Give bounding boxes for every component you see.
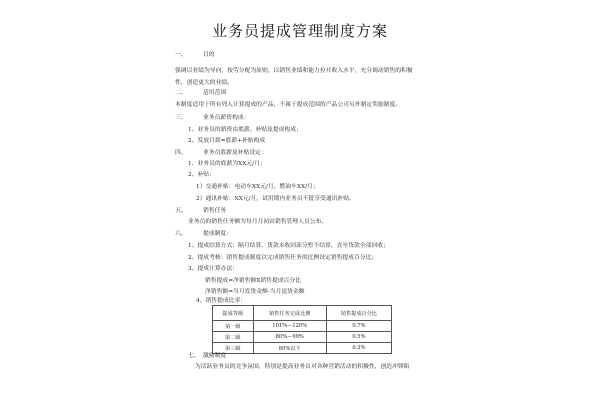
section-5-heading: 销售任务 <box>203 208 227 214</box>
section-3-heading: 业务员薪资构成： <box>203 115 250 121</box>
section-6-item-2: 2、提成考核：销售提成制度以完成销售任务的比例设定销售提成百分比； <box>188 255 378 261</box>
table-header-row <box>213 306 392 321</box>
section-6-formula-1: 销售提成=净销售额X销售提成百分比 <box>205 278 301 284</box>
section-5-number: 五、 <box>175 208 187 214</box>
section-4-heading: 业务员底薪及补贴设定： <box>203 150 267 156</box>
table-cell: 第三级 <box>213 343 254 354</box>
table-cell: 0.3% <box>326 343 391 354</box>
table-header-cell: 销售任务完成比例 <box>253 306 326 321</box>
section-4-item-1: 1、业务员的底薪为XX元/月； <box>188 161 266 167</box>
commission-rate-table <box>212 305 392 354</box>
section-3-item-1: 1、业务员的薪资由底薪、补贴及提成构成； <box>188 127 302 133</box>
section-6-item-3: 3、提成计算办法： <box>188 266 239 272</box>
table-cell: 第二级 <box>213 332 254 343</box>
table-cell: 0.5% <box>326 332 391 343</box>
section-6-rate-label: 4、销售提成比率： <box>196 298 247 304</box>
table-cell: 101%—120% <box>253 321 326 332</box>
section-7-body: 为活跃业务员的竞争氛围，特别是提高业务员对各种营销活动的积极性，创造冲锋陷 <box>195 364 410 370</box>
section-7-number: 七、 <box>188 353 200 359</box>
page-title: 业务员提成管理制度方案 <box>211 22 388 40</box>
section-6-heading: 提成制度： <box>203 231 232 237</box>
section-5-body: 业务员的销售任务额为每月月初由销售管理人员公布。 <box>188 219 328 225</box>
table-row <box>213 332 392 343</box>
table-cell: 第一级 <box>213 321 254 332</box>
table-row <box>213 343 392 354</box>
section-3-number: 三、 <box>175 115 187 121</box>
table-cell: 80%以下 <box>253 343 326 354</box>
section-1-number: 一、 <box>175 52 187 58</box>
section-4-number: 四、 <box>175 150 187 156</box>
section-6-number: 六、 <box>175 231 187 237</box>
section-2-body: 本制度适用于所有列入计算提成的产品，不属于提成范围的产品公司另外制定奖励制度。 <box>175 102 402 108</box>
section-2-number: 二、 <box>175 90 187 96</box>
section-2-heading: 适用范围 <box>203 90 227 96</box>
table-cell: 0.7% <box>326 321 391 332</box>
table-header-cell: 销售提成百分比 <box>326 306 391 321</box>
section-3-item-2: 2、发放月薪=底薪+补贴构成 <box>188 138 266 144</box>
section-4-sub-1: 1）交通补贴：电动车XX元/月，燃油车XX/月； <box>196 184 319 190</box>
section-6-item-1: 1、提成结算方式：隔月结算，货款未收回部分暂不结算，直至货款全部回收； <box>188 243 389 249</box>
table-cell: 80%—99% <box>253 332 326 343</box>
section-1-body: 强调以业绩为导向，按劳分配为原则，以销售业绩和能力拉开收入水平，充分调动销售的积极性，创造更大的业绩。 <box>175 68 413 86</box>
section-6-formula-2: 净销售额=当月发货金额-当月退货金额 <box>205 289 305 295</box>
table-row <box>213 321 392 332</box>
section-7-heading: 激励制度 <box>203 353 227 359</box>
section-4-item-2: 2、补贴： <box>188 172 215 178</box>
table-header-cell: 提成等级 <box>213 306 254 321</box>
section-1-heading: 目的 <box>203 52 215 58</box>
section-4-sub-2: 2）通讯补贴：XX元/月，试用期内业务员不批享受通讯补贴。 <box>196 196 355 202</box>
